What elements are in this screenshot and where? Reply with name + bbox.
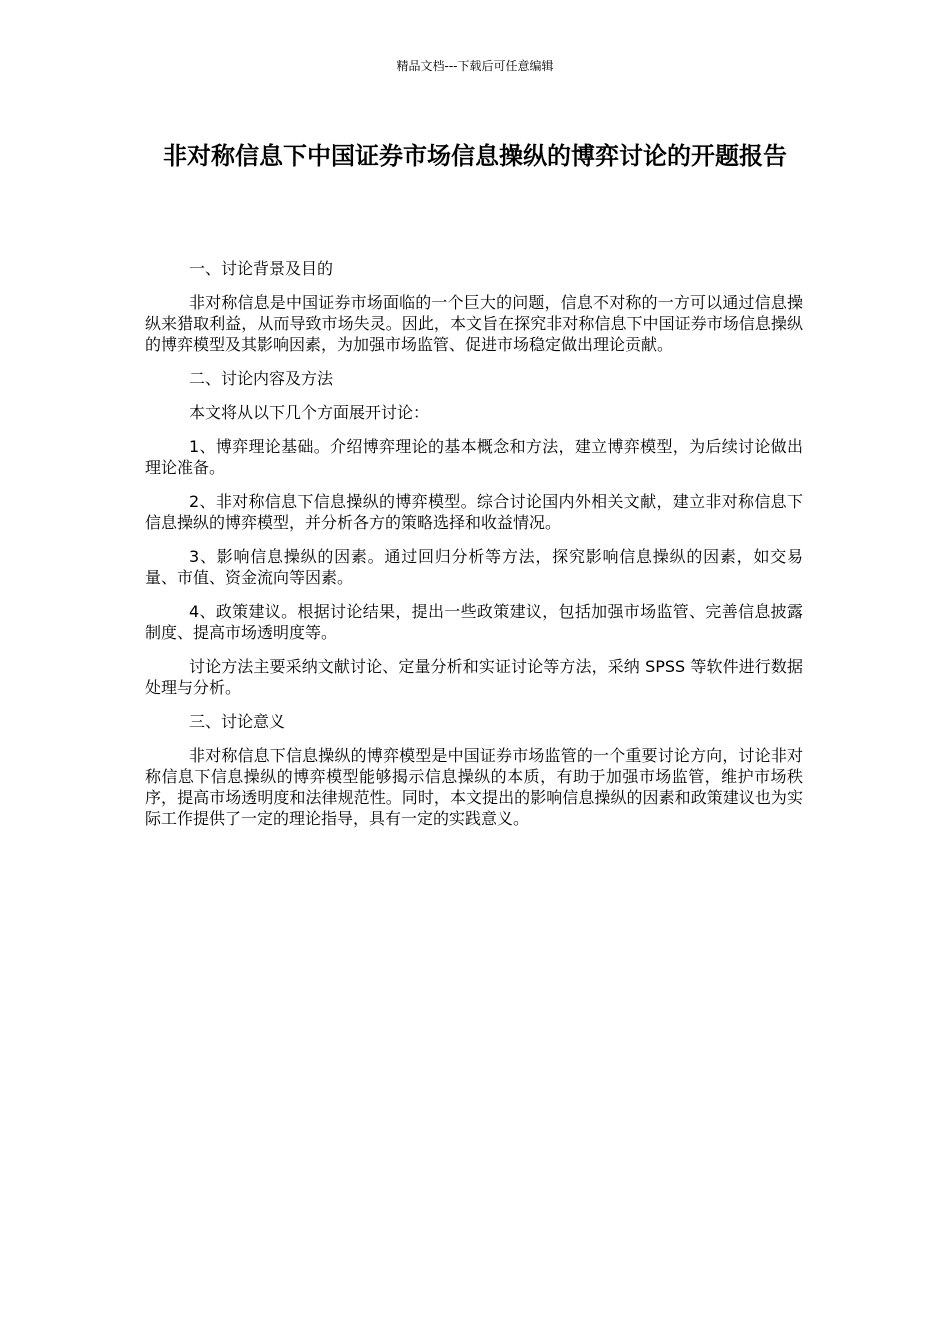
section-heading-significance: 三、讨论意义 [189, 712, 286, 731]
list-item-3: 3、影响信息操纵的因素。通过回归分析等方法，探究影响信息操纵的因素，如交易量、市值、资金流向等因素。 [145, 547, 803, 587]
document-title: 非对称信息下中国证券市场信息操纵的博弈讨论的开题报告 [163, 142, 787, 170]
list-item-2: 2、非对称信息下信息操纵的博弈模型。综合讨论国内外相关文献，建立非对称信息下信息操纵的博弈模型，并分析各方的策略选择和收益情况。 [145, 492, 803, 532]
document-body [145, 258, 803, 842]
paragraph-significance: 非对称信息下信息操纵的博弈模型是中国证券市场监管的一个重要讨论方向，讨论非对称信息下信息操纵的博弈模型能够揭示信息操纵的本质，有助于加强市场监管，维护市场秩序，提高市场透明度和法律规范性。同时，本文提出的影响信息操纵的因素和政策建议也为实际工作提供了一定的理论指导，具有一定的实践意义。 [145, 746, 803, 828]
section-heading-background: 一、讨论背景及目的 [189, 259, 334, 278]
paragraph-intro: 本文将从以下几个方面展开讨论： [189, 403, 430, 422]
list-item-1: 1、博弈理论基础。介绍博弈理论的基本概念和方法，建立博弈模型，为后续讨论做出理论准备。 [145, 437, 803, 477]
header-note: 精品文档---下载后可任意编辑 [396, 59, 554, 73]
paragraph-methods: 讨论方法主要采纳文献讨论、定量分析和实证讨论等方法，采纳 SPSS 等软件进行数据处理与分析。 [145, 657, 803, 697]
list-item-4: 4、政策建议。根据讨论结果，提出一些政策建议，包括加强市场监管、完善信息披露制度、提高市场透明度等。 [145, 602, 803, 642]
section-heading-content: 二、讨论内容及方法 [189, 369, 334, 388]
paragraph-background: 非对称信息是中国证券市场面临的一个巨大的问题，信息不对称的一方可以通过信息操纵来猎取利益，从而导致市场失灵。因此，本文旨在探究非对称信息下中国证券市场信息操纵的博弈模型及其影响因素，为加强市场监管、促进市场稳定做出理论贡献。 [145, 293, 803, 354]
